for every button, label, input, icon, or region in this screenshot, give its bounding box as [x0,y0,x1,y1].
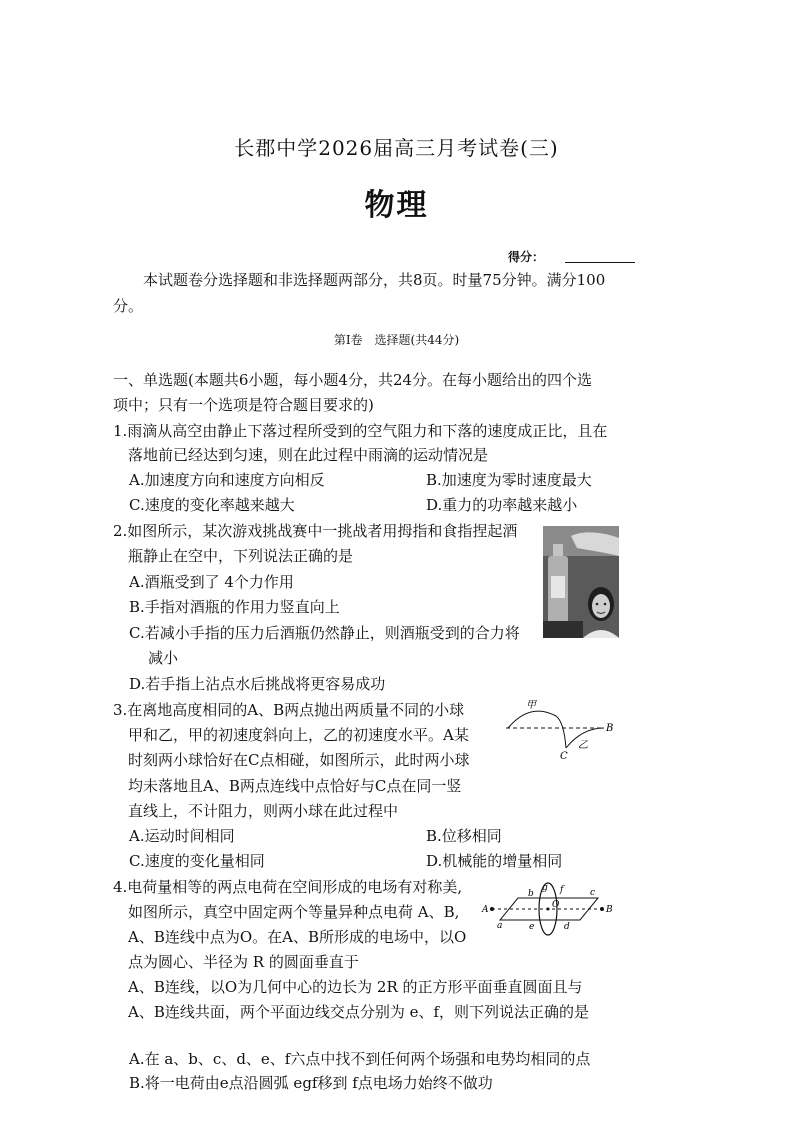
q4-label-c: c [590,888,596,898]
q1-stem-line-1: 1.雨滴从高空由静止下落过程所受到的空气阻力和下落的速度成正比，且在 [113,422,608,440]
q4-label-g: g [542,883,548,893]
q3-stem-line-3: 时刻两小球恰好在C点相碰，如图所示，此时两小球 [128,751,470,769]
q3-stem-line-1: 3.在离地高度相同的A、B两点抛出两质量不同的小球 [113,701,465,719]
q2-option-c-line-1: C.若减小手指的压力后酒瓶仍然静止，则酒瓶受到的合力将 [129,624,520,642]
q2-stem-line-1: 2.如图所示，某次游戏挑战赛中一挑战者用拇指和食指捏起酒 [113,522,518,540]
bottle-challenge-photo [543,526,619,638]
q3-stem-line-4: 均未落地且A、B两点连线中点恰好与C点在同一竖 [128,777,462,795]
q4-stem-line-2: 如图所示，真空中固定两个等量异种点电荷 A、B, [128,903,460,921]
q1-option-b: B.加速度为零时速度最大 [426,471,592,489]
q3-option-d: D.机械能的增量相同 [426,852,563,870]
q3-label-c: C [560,751,568,760]
q4-label-d: d [564,922,570,932]
q1-option-d: D.重力的功率越来越小 [426,496,578,514]
q4-label-charge-b: B [606,905,613,915]
q3-stem-line-2: 甲和乙，甲的初速度斜向上，乙的初速度水平。A某 [128,726,469,744]
exam-title: 长郡中学2026届高三月考试卷(三) [234,136,559,160]
q4-label-charge-a: A [482,905,489,915]
q1-option-c: C.速度的变化率越来越大 [129,496,295,514]
subject-title: 物理 [364,188,429,223]
q3-label-yi: 乙 [578,740,588,751]
q4-label-b: b [528,889,534,899]
section-heading-line-1: 一、单选题(本题共6小题，每小题4分，共24分。在每小题给出的四个选 [113,371,593,389]
q1-option-a: A.加速度方向和速度方向相反 [129,471,325,489]
q3-option-b: B.位移相同 [426,827,502,845]
q1-stem-line-2: 落地前已经达到匀速，则在此过程中雨滴的运动情况是 [128,446,489,464]
q4-stem-line-6: A、B连线共面，两个平面边线交点分别为 e、f，则下列说法正确的是 [128,1003,590,1021]
q4-stem-line-1: 4.电荷量相等的两点电荷在空间形成的电场有对称美, [113,878,463,896]
part-heading: 第Ⅰ卷 选择题(共44分) [333,333,460,347]
score-label: 得分： [508,250,545,264]
q4-option-a: A.在 a、b、c、d、e、f六点中找不到任何两个场强和电势均相同的点 [129,1050,591,1068]
q2-option-b: B.手指对酒瓶的作用力竖直向上 [129,598,340,616]
intro-line-1: 本试题卷分选择题和非选择题两部分，共8页。时量75分钟。满分100 [143,271,606,289]
q3-label-jia: 甲 [526,700,536,711]
score-blank [565,262,635,263]
q3-label-b: B [606,723,614,734]
q3-stem-line-5: 直线上，不计阻力，则两小球在此过程中 [128,802,399,820]
q3-option-c: C.速度的变化量相同 [129,852,265,870]
q4-stem-line-3: A、B连线中点为O。在A、B所形成的电场中，以O [128,928,467,946]
q4-label-f: f [560,885,564,895]
q3-option-a: A.运动时间相同 [129,827,235,845]
q2-option-a: A.酒瓶受到了 4个力作用 [129,573,294,591]
q4-field-figure [480,880,620,942]
q4-label-a: a [497,921,503,931]
q3-trajectory-figure [500,698,618,760]
q4-label-e: e [529,922,535,932]
q2-option-c-line-2: 减小 [148,649,179,667]
q2-option-d: D.若手指上沾点水后挑战将更容易成功 [129,675,386,693]
q4-stem-line-4: 点为圆心、半径为 R 的圆面垂直于 [128,953,359,971]
q4-label-o: O [552,900,560,910]
q2-stem-line-2: 瓶静止在空中，下列说法正确的是 [128,547,354,565]
section-heading-line-2: 项中；只有一个选项是符合题目要求的) [113,396,374,414]
q4-stem-line-5: A、B连线，以O为几何中心的边长为 2R 的正方形平面垂直圆面且与 [128,978,583,996]
intro-line-2: 分。 [113,297,144,315]
q4-option-b: B.将一电荷由e点沿圆弧 egf移到 f点电场力始终不做功 [129,1074,493,1092]
